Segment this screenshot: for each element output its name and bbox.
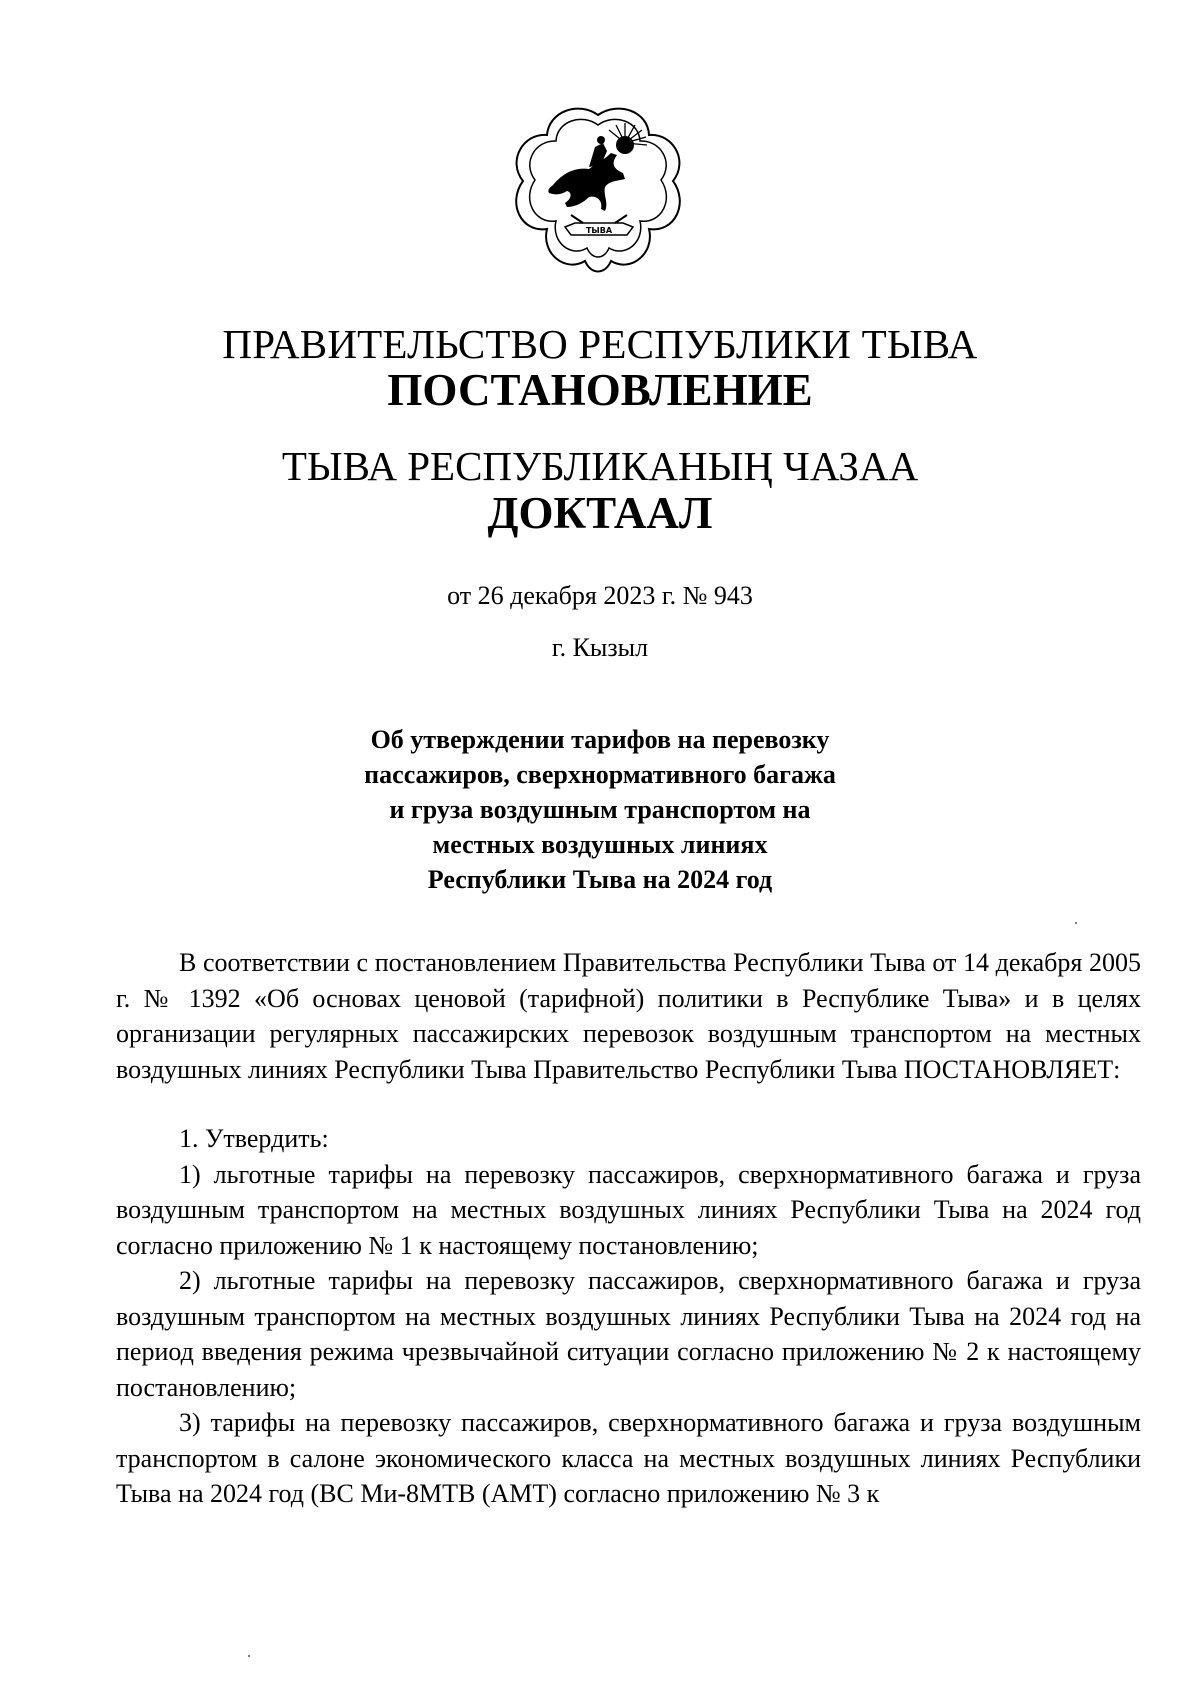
title-line: пассажиров, сверхнормативного багажа (364, 760, 836, 789)
title-line: и груза воздушным транспортом на (389, 795, 811, 824)
title-line: Республики Тыва на 2024 год (427, 865, 773, 894)
intro-paragraph: В соответствии с постановлением Правительства Республики Тыва от 14 декабря 2005 г. № 1392 «Об основах ценовой (тарифной) политики в Республике Тыва» и в целях организации регулярных пассажирских перевозок воздушным транспортом на местных воздушных линиях Республики Тыва Правительство Республики Тыва ПОСТАНОВЛЯЕТ: (116, 948, 1141, 1084)
sub-item-3: 3) тарифы на перевозку пассажиров, сверхнормативного багажа и груза воздушным транспортом в салоне экономического класса на местных воздушных линиях Республики Тыва на 2024 год (ВС Ми-8МТВ (АМТ) согласно приложению № 3 к (116, 1408, 1141, 1508)
emblem-banner-text: ТЫВА (585, 226, 613, 235)
tuva-emblem-icon (513, 103, 684, 279)
sub-item-2: 2) льготные тарифы на перевозку пассажиров, сверхнормативного багажа и груза воздушным транспортом на местных воздушных линиях Республики Тыва на 2024 год на период введения режима чрезвычайной ситуации согласно приложению № 2 к настоящему постановлению; (116, 1266, 1141, 1402)
title-line: Об утверждении тарифов на перевозку (370, 725, 830, 754)
government-name: ПРАВИТЕЛЬСТВО РЕСПУБЛИКИ ТЫВА (222, 321, 978, 367)
item-1: 1. Утвердить: (179, 1124, 329, 1153)
government-name-tyvan: ТЫВА РЕСПУБЛИКАНЫҢ ЧАЗАА (281, 443, 919, 489)
title-line: местных воздушных линиях (432, 830, 768, 859)
document-type: ПОСТАНОВЛЕНИЕ (387, 365, 813, 415)
document-body (116, 945, 1141, 1512)
document-title (300, 722, 900, 897)
document-date-number: от 26 декабря 2023 г. № 943 (447, 581, 753, 610)
document-city: г. Кызыл (551, 633, 649, 662)
document-type-tyvan: ДОКТААЛ (487, 488, 713, 538)
sub-item-1: 1) льготные тарифы на перевозку пассажиров, сверхнормативного багажа и груза воздушным транспортом на местных воздушных линиях Республики Тыва на 2024 год согласно приложению № 1 к настоящему постановлению; (116, 1159, 1141, 1260)
